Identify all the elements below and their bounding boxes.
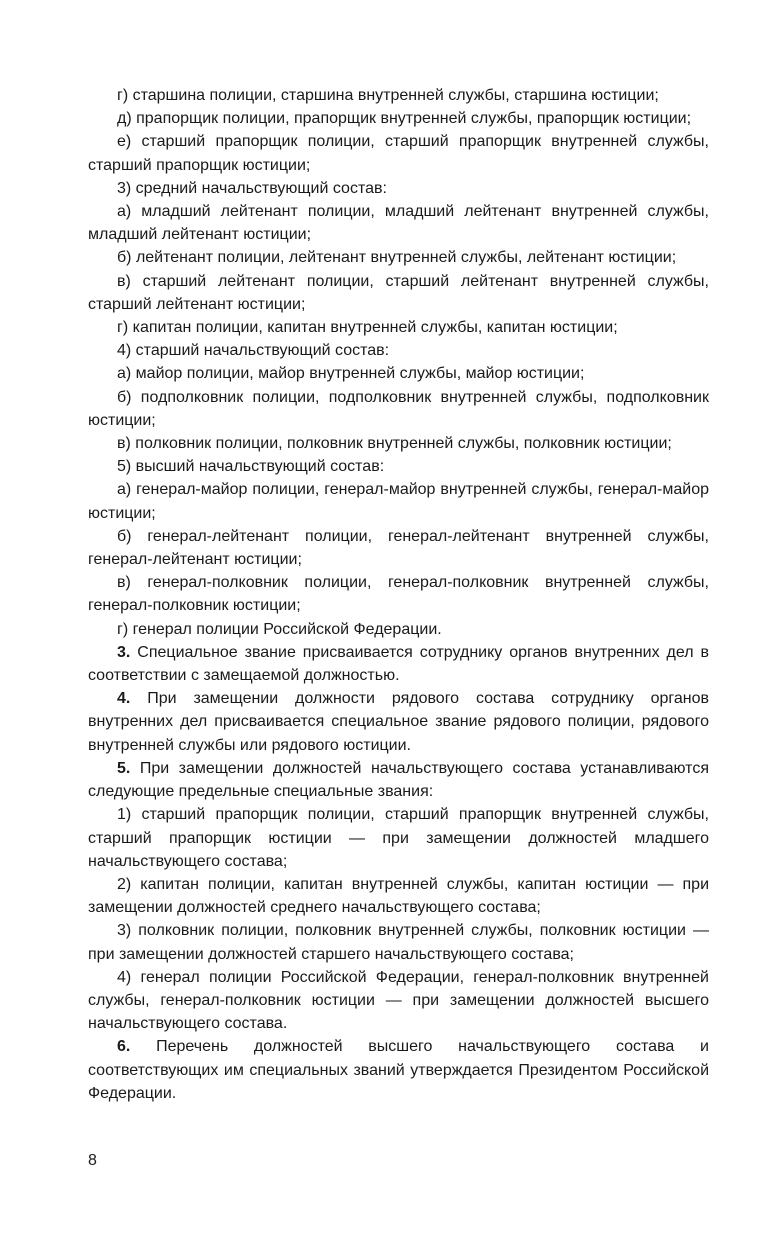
paragraph-text: в) полковник полиции, полковник внутренней службы, полковник юстиции;	[117, 435, 672, 453]
paragraph-text: б) подполковник полиции, подполковник внутренней службы, подполковник юстиции;	[88, 388, 709, 429]
paragraph-number: 6.	[117, 1038, 131, 1056]
paragraph	[88, 919, 709, 965]
paragraph	[88, 362, 709, 385]
paragraph-text: а) майор полиции, майор внутренней службы, майор юстиции;	[117, 365, 585, 383]
paragraph-text: 4) старший начальствующий состав:	[117, 342, 390, 360]
document-page	[88, 84, 709, 1105]
paragraph-number: 3.	[117, 643, 131, 661]
paragraph	[88, 455, 709, 478]
paragraph-text: 5) высший начальствующий состав:	[117, 458, 385, 476]
paragraph-text: б) лейтенант полиции, лейтенант внутренней службы, лейтенант юстиции;	[117, 249, 677, 267]
paragraph-number: 4.	[117, 690, 131, 708]
paragraph	[88, 316, 709, 339]
paragraph	[88, 84, 709, 107]
paragraph-text: г) старшина полиции, старшина внутренней службы, старшина юстиции;	[117, 87, 659, 104]
paragraph-text: в) старший лейтенант полиции, старший лейтенант внутренней службы, старший лейтенант юстиции;	[88, 272, 709, 313]
paragraph-text: Специальное звание присваивается сотруднику органов внутренних дел в соответствии с замещаемой должностью.	[88, 643, 710, 685]
paragraph	[88, 687, 709, 757]
paragraph-text: г) генерал полиции Российской Федерации.	[117, 620, 442, 638]
paragraph-text: 3) средний начальствующий состав:	[117, 179, 387, 197]
paragraph-text: в) генерал-полковник полиции, генерал-полковник внутренней службы, генерал-полковник юстиции;	[88, 574, 709, 615]
paragraph-text: а) младший лейтенант полиции, младший лейтенант внутренней службы, младший лейтенант юстиции;	[88, 203, 709, 244]
paragraph	[88, 200, 709, 246]
paragraph-text: г) капитан полиции, капитан внутренней службы, капитан юстиции;	[117, 319, 618, 337]
paragraph	[88, 107, 709, 130]
paragraph	[88, 803, 709, 873]
paragraph	[88, 246, 709, 269]
paragraph	[88, 130, 709, 176]
paragraph	[88, 873, 709, 919]
paragraph	[88, 177, 709, 200]
paragraph	[88, 757, 709, 803]
paragraph	[88, 386, 709, 432]
paragraph-text: 3) полковник полиции, полковник внутренней службы, полковник юстиции — при замещении должностей старшего начальствующего состава;	[88, 922, 709, 963]
paragraph	[88, 525, 709, 571]
paragraph-text: При замещении должностей начальствующего состава устанавливаются следующие предельные специальные звания:	[88, 759, 709, 801]
paragraph-text: б) генерал-лейтенант полиции, генерал-лейтенант внутренней службы, генерал-лейтенант юстиции;	[88, 527, 709, 569]
page-number: 8	[88, 1152, 97, 1169]
paragraph-text: д) прапорщик полиции, прапорщик внутренней службы, прапорщик юстиции;	[117, 110, 692, 128]
paragraph-text: е) старший прапорщик полиции, старший прапорщик внутренней службы, старший прапорщик юстиции;	[88, 133, 709, 174]
paragraph	[88, 1035, 709, 1105]
paragraph	[88, 478, 709, 524]
paragraph-text: 4) генерал полиции Российской Федерации, генерал-полковник внутренней службы, генерал-полковник юстиции — при замещении должностей высшего начальствующего состава.	[88, 968, 709, 1033]
paragraph-number: 5.	[117, 759, 131, 777]
paragraph	[88, 432, 709, 455]
paragraph	[88, 270, 709, 316]
paragraph-text: а) генерал-майор полиции, генерал-майор внутренней службы, генерал-майор юстиции;	[88, 481, 709, 522]
paragraph	[88, 641, 709, 687]
paragraph	[88, 966, 709, 1036]
paragraph	[88, 339, 709, 362]
paragraph-text: 2) капитан полиции, капитан внутренней службы, капитан юстиции — при замещении должностей среднего начальствующего состава;	[88, 875, 709, 917]
paragraph	[88, 571, 709, 617]
paragraph	[88, 618, 709, 641]
paragraph-text: Перечень должностей высшего начальствующего состава и соответствующих им специальных званий утверждается Президентом Российской Федерации.	[88, 1038, 709, 1102]
paragraph-text: При замещении должности рядового состава сотруднику органов внутренних дел присваивается специальное звание рядового полиции, рядового внутренней службы или рядового юстиции.	[88, 690, 709, 754]
paragraph-text: 1) старший прапорщик полиции, старший прапорщик внутренней службы, старший прапорщик юстиции — при замещении должностей младшего начальствующего состава;	[88, 806, 709, 870]
